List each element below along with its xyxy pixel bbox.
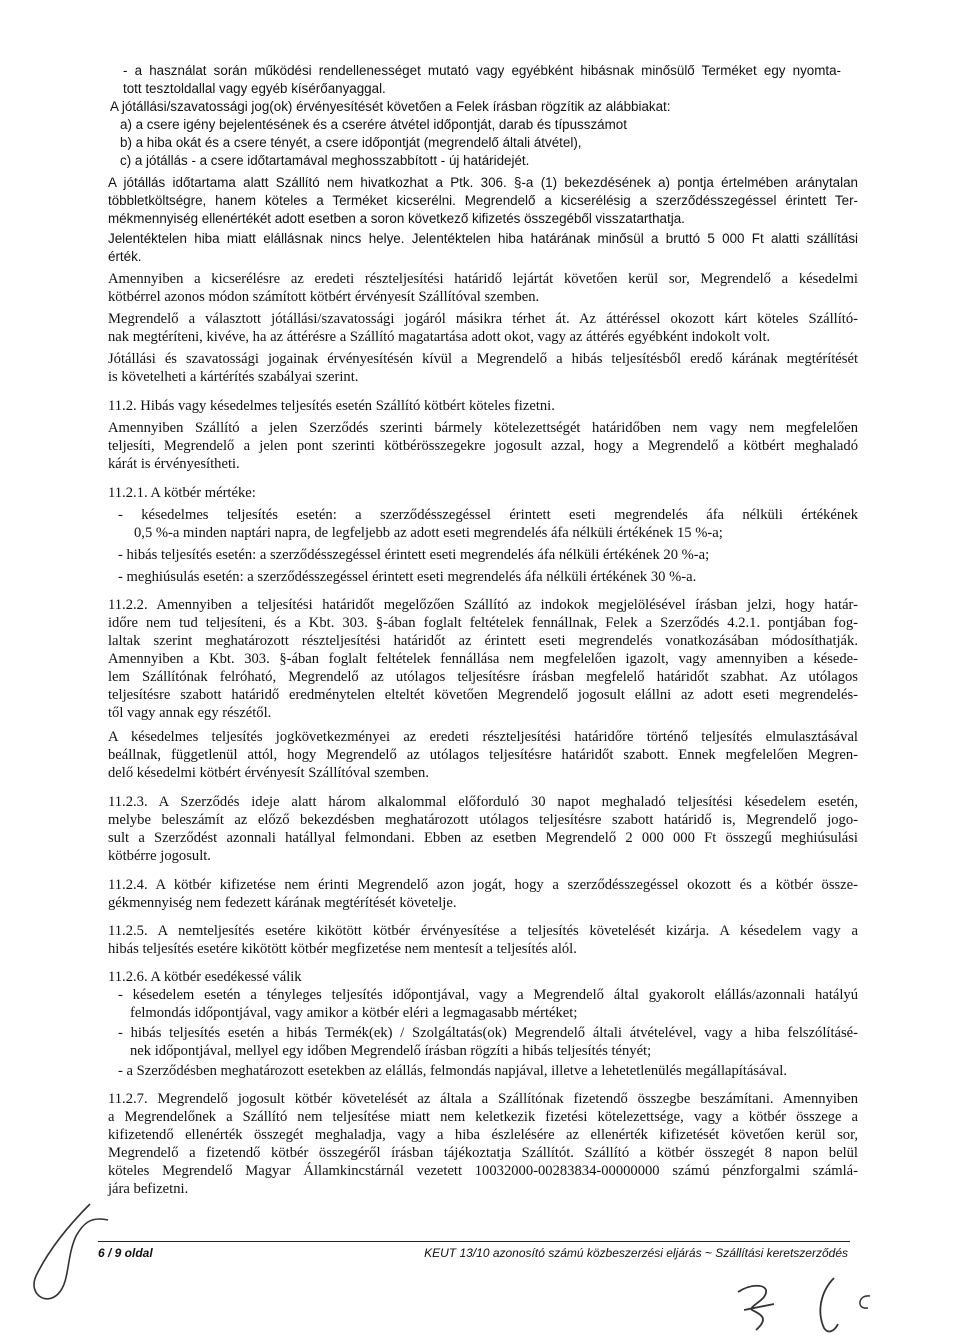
text-line: többletköltségre, hanem köteles a Terméket kicserélni. Megrendelő a kicserélésig a szerződésszegéssel érintett Ter- bbox=[108, 193, 858, 208]
text-line: A jótállási/szavatossági jog(ok) érvényesítését követően a Felek írásban rögzítik az alábbiakat: bbox=[110, 99, 671, 114]
text-line: 11.2.1. A kötbér mértéke: bbox=[108, 485, 256, 501]
text-line: delő késedelmi kötbért érvényesít Szállítóval szemben. bbox=[108, 765, 429, 781]
text-line: nek időpontjával, mellyel egy időben Megrendelő írásban rögzíti a hibás teljesítés tényét; bbox=[130, 1043, 652, 1059]
text-line: - a Szerződésben meghatározott esetekben az elállás, felmondás napjával, illetve a lehetetlenülés megállapításával. bbox=[118, 1063, 787, 1079]
text-line: Megrendelő a választott jótállási/szavatossági jogáról másikra térhet át. Az áttéréssel okozott kárt köteles Szállító- bbox=[108, 311, 858, 327]
text-line: 11.2.6. A kötbér esedékessé válik bbox=[108, 969, 302, 985]
text-line: tott tesztoldallal vagy egyéb kísérőanyaggal. bbox=[123, 81, 386, 96]
text-line: - hibás teljesítés esetén a hibás Termék(ek) / Szolgáltatás(ok) Megrendelő általi átvételével, vagy a hiba felszólításé- bbox=[118, 1025, 858, 1041]
text-line: 11.2.7. Megrendelő jogosult kötbér követelését az általa a Szállítónak fizetendő összegbe beszámítani. Amennyiben bbox=[108, 1091, 858, 1107]
text-line: - hibás teljesítés esetén: a szerződésszegéssel érintett eseti megrendelés áfa nélküli értékének 20 %-a; bbox=[118, 547, 710, 563]
text-line: b) a hiba okát és a csere tényét, a csere időpontját (megrendelő általi átvétel), bbox=[120, 135, 582, 150]
text-line: Amennyiben a Kbt. 303. §-ában foglalt feltételek fennállása nem megfelelően igazolt, vagy amennyiben a késede- bbox=[108, 651, 858, 667]
text-line: c) a jótállás - a csere időtartamával meghosszabbított - új határidejét. bbox=[120, 153, 530, 168]
text-line: - meghiúsulás esetén: a szerződésszegéssel érintett eseti megrendelés áfa nélküli értékének 30 %-a. bbox=[118, 569, 697, 585]
text-line: A késedelmes teljesítés jogkövetkezményei az eredeti részteljesítési határidőre történő teljesítés elmulasztásával bbox=[108, 729, 858, 745]
text-line: Megrendelő a fizetendő kötbér összegéről írásban tájékoztatja Szállítót. Szállító a kötbér összegét 8 napon belül bbox=[108, 1145, 858, 1161]
text-line: felmondás időpontjával, vagy amikor a kötbér eléri a legmagasabb mértéket; bbox=[130, 1005, 578, 1021]
text-line: - késedelem esetén a tényleges teljesítés időpontjával, vagy a Megrendelő által gyakorolt elállás/azonnali hatályú bbox=[118, 987, 858, 1003]
text-line: Amennyiben a kicserélésre az eredeti részteljesítési határidő lejártát követően kerül sor, Megrendelő a késedelmi bbox=[108, 271, 858, 287]
text-line: kötbérrel azonos módon számított kötbért érvényesít Szállítóval szemben. bbox=[108, 289, 540, 305]
footer-page-number: 6 / 9 oldal bbox=[98, 1246, 153, 1260]
footer-divider bbox=[98, 1241, 850, 1242]
text-line: mékmennyiség ellenértékét adott esetben a soron következő kifizetés összegéből visszatarthatja. bbox=[108, 211, 685, 226]
text-line: időre nem tud teljesíteni, és a Kbt. 303. §-ában foglalt feltételek fennállnak, Felek a Szerződés 4.2.1. pontjában fog- bbox=[108, 615, 858, 631]
text-line: 11.2. Hibás vagy késedelmes teljesítés esetén Szállító kötbért köteles fizetni. bbox=[108, 398, 555, 414]
text-line: - a használat során működési rendellenességet mutató vagy egyébként hibásnak minősülő Terméket egy nyomta- bbox=[123, 63, 841, 78]
text-line: a) a csere igény bejelentésének és a cserére átvétel időpontját, darab és típusszámot bbox=[120, 117, 627, 132]
text-line: - késedelmes teljesítés esetén: a szerződésszegéssel érintett eseti megrendelés áfa nélküli értékének bbox=[118, 507, 858, 523]
text-line: kifizetendő ellenérték összegét meghaladja, vagy a hiba észlelésére az ellenérték kifizetését követően kerül sor, bbox=[108, 1127, 858, 1143]
text-line: kötbérre jogosult. bbox=[108, 848, 211, 864]
text-line: gékmennyiség nem fedezett kárának megtérítését követelje. bbox=[108, 895, 457, 911]
text-line: melybe beleszámít az előző bekezdésben meghatározott utólagos teljesítésre szabott határidő is, Megrendelő jogo- bbox=[108, 812, 858, 828]
footer-document-title: KEUT 13/10 azonosító számú közbeszerzési eljárás ~ Szállítási keretszerződés bbox=[424, 1246, 848, 1260]
signature-initials bbox=[730, 1270, 890, 1340]
text-line: hibás teljesítés esetére kikötött kötbér megfizetése nem mentesít a teljesítés alól. bbox=[108, 941, 577, 957]
text-line: köteles Megrendelő Magyar Államkincstárnál vezetett 10032000-00283834-00000000 számú pénzforgalmi számlá- bbox=[108, 1163, 858, 1179]
text-line: sult a Szerződést azonnali hatállyal felmondani. Ebben az esetben Megrendelő 2 000 000 Ft összegű meghiúsulási bbox=[108, 830, 858, 846]
text-line: is követelheti a kártérítés szabályai szerint. bbox=[108, 369, 359, 385]
text-line: Jelentéktelen hiba miatt elállásnak nincs helye. Jelentéktelen hiba határának minősül a bruttó 5 000 Ft alatti szállítási bbox=[108, 231, 858, 246]
text-line: 11.2.5. A nemteljesítés esetére kikötött kötbér érvényesítése a teljesítés követelését kizárja. A késedelem vagy a bbox=[108, 923, 858, 939]
text-line: a Megrendelőnek a Szállító nem teljesítése miatt nem keletkezik fizetési kötelezettsége, vagy a kötbér összege a bbox=[108, 1109, 858, 1125]
text-line: nak megtéríteni, kivéve, ha az áttérésre a Szállító magatartása adott okot, vagy az áttérés egyébként indokolt volt. bbox=[108, 329, 771, 345]
text-line: lem Szállítónak felróható, Megrendelő az utólagos teljesítésre írásban megfelelő határidőt szabhat. Az utólagos bbox=[108, 669, 858, 685]
text-line: teljesítésre szabott határidő eredménytelen elteltét követően Megrendelő jogosult elállni az adott eseti megrendelés- bbox=[108, 687, 858, 703]
text-line: 11.2.2. Amennyiben a teljesítési határidőt megelőzően Szállító az indokok megjelölésével írásban jelzi, hogy határ- bbox=[108, 597, 858, 613]
text-line: től vagy annak egy részétől. bbox=[108, 705, 272, 721]
text-line: 11.2.4. A kötbér kifizetése nem érinti Megrendelő azon jogát, hogy a szerződésszegéssel okozott és a kötbér össze- bbox=[108, 877, 858, 893]
signature-mark-left bbox=[28, 1196, 118, 1316]
text-line: laltak szerint meghatározott részteljesítési határidőt az érintett eseti megrendelés vonatkozásában módosíthatják. bbox=[108, 633, 858, 649]
text-line: jára befizetni. bbox=[108, 1181, 189, 1197]
text-line: A jótállás időtartama alatt Szállító nem hivatkozhat a Ptk. 306. §-a (1) bekezdésének a) pontja értelmében aránytalan bbox=[108, 175, 858, 190]
text-line: Amennyiben Szállító a jelen Szerződés szerinti bármely kötelezettségét határidőben nem vagy nem megfelelően bbox=[108, 420, 858, 436]
text-line: 11.2.3. A Szerződés ideje alatt három alkalommal előforduló 30 napot meghaladó teljesítési késedelem esetén, bbox=[108, 794, 858, 810]
text-line: beállnak, függetlenül attól, hogy Megrendelő az utólagos teljesítésre határidőt szabott. Ennek megfelelően Megren- bbox=[108, 747, 858, 763]
text-line: teljesíti, Megrendelő a jelen pont szerinti kötbérösszegekre jogosult azzal, hogy a Megrendelő a kötbért meghaladó bbox=[108, 438, 858, 454]
text-line: 0,5 %-a minden naptári napra, de legfeljebb az adott eseti megrendelés áfa nélküli értékének 15 %-a; bbox=[134, 525, 723, 541]
text-line: kárát is érvényesítheti. bbox=[108, 456, 240, 472]
text-line: érték. bbox=[108, 249, 142, 264]
text-line: Jótállási és szavatossági jogainak érvényesítésén kívül a Megrendelő a hibás teljesítésből eredő kárának megtérítését bbox=[108, 351, 858, 367]
